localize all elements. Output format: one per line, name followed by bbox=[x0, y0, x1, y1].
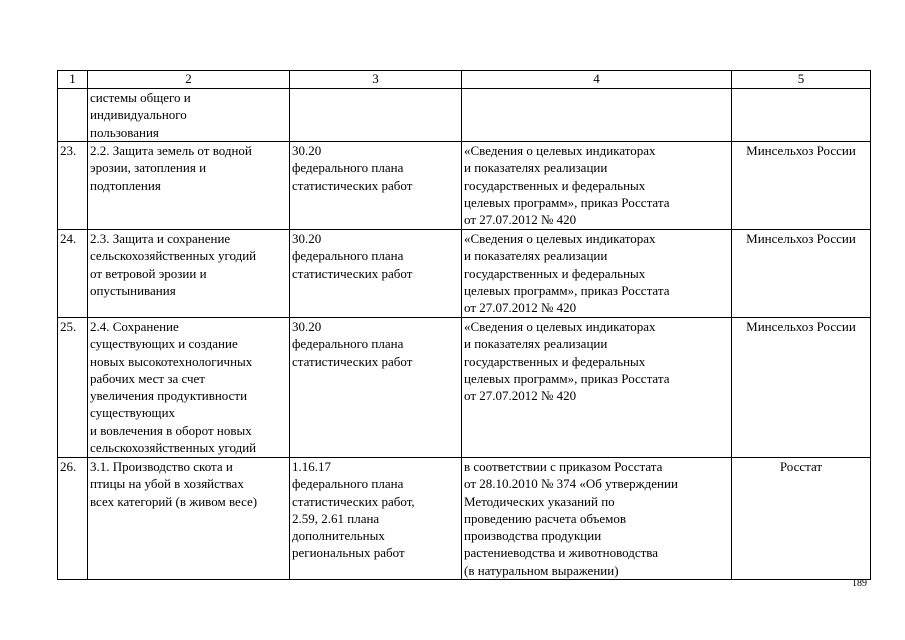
code-cell: 1.16.17 федерального плана статистических работ, 2.59, 2.61 плана дополнительных региональных работ bbox=[290, 458, 462, 580]
header-cell: 3 bbox=[290, 71, 462, 89]
row-number: 26. bbox=[58, 458, 88, 580]
table-row bbox=[58, 230, 871, 318]
indicator-cell: 2.4. Сохранение существующих и создание новых высокотехнологичных рабочих мест за счет увеличения продуктивности существующих и вовлечения в оборот новых сельскохозяйственных угодий bbox=[88, 318, 290, 458]
row-number: 23. bbox=[58, 142, 88, 230]
header-cell: 4 bbox=[462, 71, 732, 89]
row-number: 25. bbox=[58, 318, 88, 458]
page-number: 189 bbox=[852, 578, 867, 589]
row-number: 24. bbox=[58, 230, 88, 318]
indicators-table bbox=[57, 70, 871, 580]
code-cell: 30.20 федерального плана статистических работ bbox=[290, 142, 462, 230]
responsible-cell: Минсельхоз России bbox=[732, 230, 871, 318]
table-header-row bbox=[58, 71, 871, 89]
table-row bbox=[58, 89, 871, 142]
table-row bbox=[58, 318, 871, 458]
indicator-cell: 3.1. Производство скота и птицы на убой в хозяйствах всех категорий (в живом весе) bbox=[88, 458, 290, 580]
code-cell: 30.20 федерального плана статистических работ bbox=[290, 230, 462, 318]
indicator-cell: системы общего и индивидуального пользования bbox=[88, 89, 290, 142]
source-cell bbox=[462, 89, 732, 142]
header-cell: 2 bbox=[88, 71, 290, 89]
table-row bbox=[58, 142, 871, 230]
indicator-cell: 2.3. Защита и сохранение сельскохозяйственных угодий от ветровой эрозии и опустынивания bbox=[88, 230, 290, 318]
source-cell: «Сведения о целевых индикаторах и показателях реализации государственных и федеральных целевых программ», приказ Росстата от 27.07.2012 № 420 bbox=[462, 318, 732, 458]
indicator-cell: 2.2. Защита земель от водной эрозии, затопления и подтопления bbox=[88, 142, 290, 230]
responsible-cell: Минсельхоз России bbox=[732, 318, 871, 458]
responsible-cell bbox=[732, 89, 871, 142]
row-number bbox=[58, 89, 88, 142]
code-cell bbox=[290, 89, 462, 142]
table-row bbox=[58, 458, 871, 580]
responsible-cell: Минсельхоз России bbox=[732, 142, 871, 230]
responsible-cell: Росстат bbox=[732, 458, 871, 580]
source-cell: в соответствии с приказом Росстата от 28.10.2010 № 374 «Об утверждении Методических указаний по проведению расчета объемов производства продукции растениеводства и животноводства (в натуральном выражении) bbox=[462, 458, 732, 580]
header-cell: 5 bbox=[732, 71, 871, 89]
source-cell: «Сведения о целевых индикаторах и показателях реализации государственных и федеральных целевых программ», приказ Росстата от 27.07.2012 № 420 bbox=[462, 142, 732, 230]
header-cell: 1 bbox=[58, 71, 88, 89]
source-cell: «Сведения о целевых индикаторах и показателях реализации государственных и федеральных целевых программ», приказ Росстата от 27.07.2012 № 420 bbox=[462, 230, 732, 318]
code-cell: 30.20 федерального плана статистических работ bbox=[290, 318, 462, 458]
